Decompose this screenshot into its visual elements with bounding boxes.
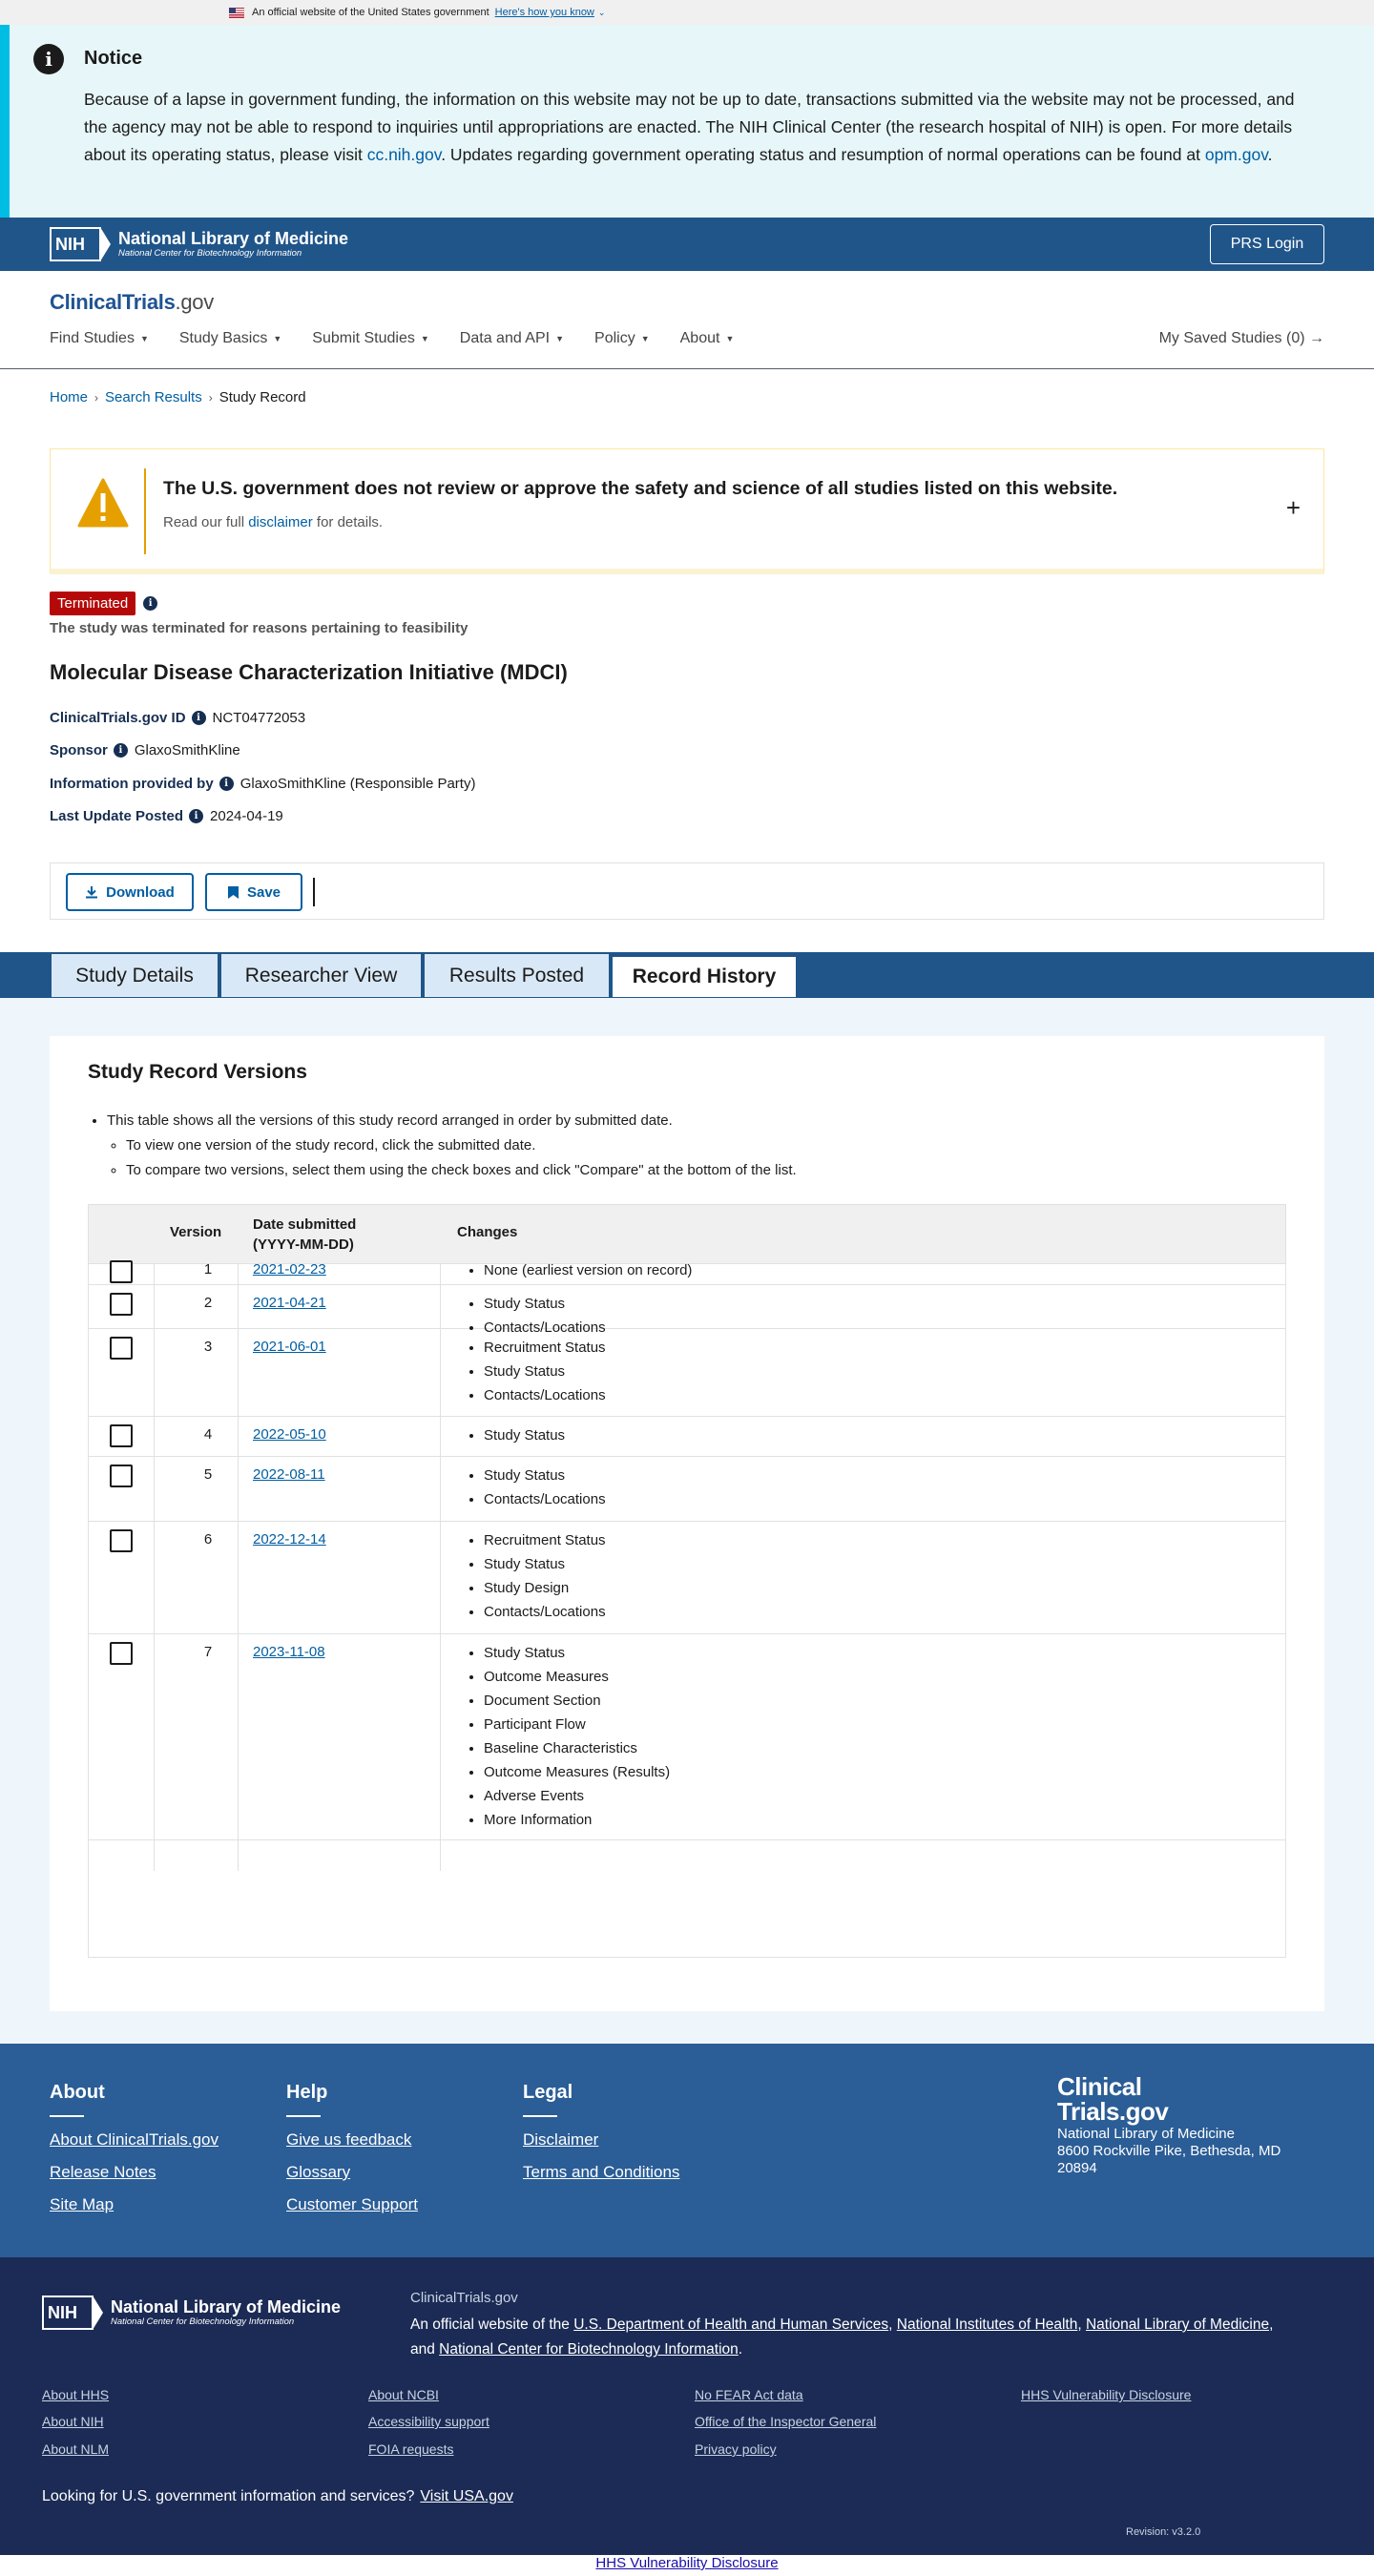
nlm-subtitle: National Center for Biotechnology Information <box>118 248 302 260</box>
version-number: 2 <box>203 1295 213 1311</box>
version-number: 7 <box>203 1644 213 1660</box>
breadcrumb-search-results[interactable]: Search Results <box>105 389 202 405</box>
usa-gov-line: Looking for U.S. government information and services? Visit USA.gov <box>42 2488 513 2504</box>
breadcrumb-current: Study Record <box>219 389 306 405</box>
footer-link[interactable]: About NCBI <box>368 2387 439 2402</box>
col-changes: Changes <box>457 1224 518 1240</box>
footer-link[interactable]: Office of the Inspector General <box>695 2414 877 2429</box>
change-item: • Contacts/Locations <box>484 1316 606 1340</box>
footer-about-col <box>50 2082 219 2228</box>
change-item: • Baseline Characteristics <box>484 1736 670 1760</box>
chevron-down-icon: ▼ <box>725 334 735 343</box>
footer-link[interactable]: About HHS <box>42 2387 110 2402</box>
chevron-down-icon: ▼ <box>139 334 149 343</box>
info-icon[interactable]: i <box>189 809 203 823</box>
prs-login-button[interactable]: PRS Login <box>1210 224 1324 264</box>
footer-nlm-logo[interactable] <box>42 2296 341 2330</box>
footer-rule <box>286 2115 321 2117</box>
meta-sponsor-value: GlaxoSmithKline <box>134 742 240 758</box>
study-title: Molecular Disease Characterization Initiative (MDCI) <box>50 660 568 684</box>
table-header <box>89 1205 1285 1264</box>
changes-list <box>484 1464 606 1511</box>
versions-intro <box>107 1109 797 1183</box>
table-row <box>89 1522 1285 1634</box>
nav-data-and-api[interactable]: Data and API ▼ <box>459 330 565 346</box>
change-item: • Study Design <box>484 1576 606 1600</box>
disclaimer-divider <box>144 468 146 554</box>
footer-legal-col <box>523 2082 679 2195</box>
logo-main: ClinicalTrials <box>50 290 176 314</box>
footer-logo[interactable]: Clinical Trials.gov <box>1057 2072 1169 2126</box>
ncbi-link[interactable]: National Center for Biotechnology Information <box>439 2341 739 2358</box>
footer-link[interactable]: HHS Vulnerability Disclosure <box>1021 2387 1192 2402</box>
status-badge: Terminated <box>50 592 135 615</box>
footer-link[interactable]: About NIH <box>42 2414 104 2429</box>
footer-link[interactable]: Disclaimer <box>523 2130 599 2149</box>
change-item: • Study Status <box>484 1360 606 1383</box>
footer-description: An official website of the U.S. Department of Health and Human Services, National Institutes of Health, National Library of Medicine, and National Center for Biotechnology Information. <box>410 2316 1274 2358</box>
table-row <box>89 1285 1285 1336</box>
status-row <box>50 592 157 615</box>
footer-link[interactable]: About ClinicalTrials.gov <box>50 2130 219 2149</box>
chevron-down-icon: ▼ <box>640 334 650 343</box>
info-icon[interactable]: i <box>114 743 128 758</box>
meta-update-value: 2024-04-19 <box>210 808 283 824</box>
bookmark-icon <box>227 885 239 900</box>
change-item: • Recruitment Status <box>484 1336 606 1360</box>
footer-rule <box>523 2115 557 2117</box>
meta-id <box>50 710 305 726</box>
change-item: • Contacts/Locations <box>484 1487 606 1511</box>
intro-item: • This table shows all the versions of this study record arranged in order by submitted date. <box>107 1109 797 1133</box>
meta-info-label: Information provided by <box>50 776 214 792</box>
chevron-down-icon: ▼ <box>555 334 565 343</box>
footer-link[interactable]: Site Map <box>50 2195 114 2213</box>
warning-icon <box>77 478 129 528</box>
versions-title: Study Record Versions <box>88 1061 307 1083</box>
heres-how-you-know-link[interactable]: Here's how you know <box>494 7 594 18</box>
compare-checkbox[interactable] <box>110 1260 133 1283</box>
nih-logo-box: NIH <box>42 2296 94 2330</box>
change-item: • Adverse Events <box>484 1784 670 1808</box>
tab-researcher-view[interactable]: Researcher View <box>219 952 423 997</box>
cc-nih-link[interactable]: cc.nih.gov <box>366 145 442 164</box>
change-item: • Document Section <box>484 1689 670 1713</box>
version-date-link[interactable]: 2021-02-23 <box>253 1261 326 1278</box>
download-icon <box>85 885 98 899</box>
clinicaltrials-logo[interactable] <box>50 290 214 315</box>
opm-link[interactable]: opm.gov <box>1204 145 1268 164</box>
changes-list <box>484 1258 692 1282</box>
meta-sponsor-label: Sponsor <box>50 742 108 758</box>
change-item: • Participant Flow <box>484 1713 670 1736</box>
nlm-title: National Library of Medicine <box>111 2297 342 2317</box>
gov-banner-text: An official website of the United States government <box>252 7 489 18</box>
notice-text-1: Because of a lapse in government funding, the information on this website may not be up to date, transactions submitted via the website may not be processed, and the agency may not be able to respond to inquiries until appropriations are enacted. The NIH Clinical Center (the research hospital of NIH) is open. For more details about its operating status, please visit <box>84 90 1295 164</box>
footer-link[interactable]: No FEAR Act data <box>695 2387 803 2402</box>
table-row <box>89 1329 1285 1417</box>
footer <box>0 2044 1374 2257</box>
chevron-right-icon: › <box>94 390 99 405</box>
disclaimer-subtext: Read our full disclaimer for details. <box>163 514 384 530</box>
info-icon[interactable]: i <box>219 777 234 791</box>
change-item: • Recruitment Status <box>484 1528 606 1552</box>
visit-usa-gov-link[interactable]: Visit USA.gov <box>420 2488 513 2504</box>
nih-link[interactable]: National Institutes of Health <box>896 2316 1078 2333</box>
meta-id-label: ClinicalTrials.gov ID <box>50 710 186 726</box>
expand-plus-icon[interactable]: + <box>1285 493 1301 522</box>
meta-id-value: NCT04772053 <box>212 710 306 726</box>
version-number: 1 <box>203 1261 213 1278</box>
footer-link[interactable]: About NLM <box>42 2441 110 2457</box>
footer-help-title: Help <box>286 2082 328 2103</box>
hhs-link[interactable]: U.S. Department of Health and Human Services <box>573 2316 889 2333</box>
change-item: • None (earliest version on record) <box>484 1258 692 1282</box>
nav-study-basics[interactable]: Study Basics ▼ <box>178 330 282 346</box>
versions-table <box>88 1204 1286 1958</box>
revision-label: Revision: v3.2.0 <box>1126 2526 1201 2538</box>
tabs-bar <box>0 952 1374 998</box>
nlm-header-bar <box>0 218 1374 271</box>
version-date-link[interactable]: 2022-08-11 <box>253 1466 325 1483</box>
table-row <box>89 1260 1285 1285</box>
version-number: 5 <box>203 1466 213 1483</box>
meta-last-update <box>50 808 283 824</box>
change-item: • Outcome Measures (Results) <box>484 1760 670 1784</box>
meta-update-label: Last Update Posted <box>50 808 184 824</box>
tab-record-history[interactable]: Record History <box>611 955 798 997</box>
chevron-right-icon: › <box>208 390 213 405</box>
version-date-link[interactable]: 2021-06-01 <box>253 1339 326 1355</box>
nih-logo-box: NIH <box>50 227 101 261</box>
version-number: 4 <box>203 1426 213 1443</box>
footer-brand <box>1057 2074 1315 2177</box>
info-icon[interactable]: i <box>143 596 157 611</box>
notice-body <box>84 86 1315 169</box>
notice-alert <box>0 25 1374 218</box>
footer-link[interactable]: Release Notes <box>50 2163 156 2181</box>
nav-find-studies[interactable]: Find Studies ▼ <box>50 330 149 346</box>
info-icon[interactable]: i <box>192 711 206 725</box>
table-row <box>89 1457 1285 1522</box>
logo-suffix: .gov <box>175 290 214 314</box>
changes-list <box>484 1423 565 1447</box>
bottom-strip <box>0 2555 1374 2576</box>
disclaimer-box <box>50 448 1324 574</box>
footer-legal-title: Legal <box>523 2082 573 2103</box>
table-row <box>89 1634 1285 1840</box>
change-item: • Study Status <box>484 1423 565 1447</box>
notice-text-3: . <box>1267 145 1273 164</box>
hhs-vulnerability-link[interactable]: HHS Vulnerability Disclosure <box>595 2555 779 2571</box>
footer-link[interactable]: Glossary <box>286 2163 351 2181</box>
meta-info-value: GlaxoSmithKline (Responsible Party) <box>239 776 476 792</box>
version-number: 6 <box>203 1531 213 1548</box>
breadcrumb-home[interactable]: Home <box>50 389 89 405</box>
compare-checkbox[interactable] <box>110 1642 133 1665</box>
us-flag-icon <box>229 8 244 18</box>
nlm-title: National Library of Medicine <box>118 229 349 249</box>
disclaimer-title: The U.S. government does not review or approve the safety and science of all studies listed on this website. <box>163 478 1118 499</box>
gov-banner <box>0 0 1374 25</box>
version-number: 3 <box>203 1339 213 1355</box>
info-icon: i <box>33 44 64 74</box>
change-item: • Study Status <box>484 1552 606 1576</box>
my-saved-studies-link[interactable]: My Saved Studies (0) → <box>1158 330 1324 346</box>
download-button[interactable]: Download <box>66 873 194 911</box>
change-item: • Contacts/Locations <box>484 1383 606 1407</box>
change-item: • More Information <box>484 1808 670 1832</box>
tab-results-posted[interactable]: Results Posted <box>423 952 611 997</box>
nav-submit-studies[interactable]: Submit Studies ▼ <box>312 330 429 346</box>
change-item: • Study Status <box>484 1641 670 1665</box>
notice-title: Notice <box>84 48 143 69</box>
chevron-down-icon: ▼ <box>273 334 282 343</box>
col-date: Date submitted (YYYY-MM-DD) <box>253 1216 357 1253</box>
col-version: Version <box>170 1224 222 1240</box>
intro-subitem: ◦ To compare two versions, select them using the check boxes and click "Compare" at the bottom of the list. <box>126 1158 797 1183</box>
footer-site-name: ClinicalTrials.gov <box>410 2290 518 2306</box>
footer-bottom <box>0 2257 1374 2576</box>
footer-link[interactable]: FOIA requests <box>368 2441 454 2457</box>
disclaimer-link[interactable]: disclaimer <box>248 514 313 530</box>
changes-list <box>484 1336 606 1407</box>
footer-link[interactable]: Customer Support <box>286 2195 418 2213</box>
meta-info-provided <box>50 776 475 792</box>
save-button[interactable]: Save <box>205 873 302 911</box>
chevron-down-icon: ⌄ <box>597 7 606 17</box>
footer-link[interactable]: Accessibility support <box>368 2414 489 2429</box>
status-note: The study was terminated for reasons pertaining to feasibility <box>50 620 468 636</box>
change-item: • Contacts/Locations <box>484 1600 606 1624</box>
meta-sponsor <box>50 742 240 758</box>
footer-about-title: About <box>50 2082 105 2103</box>
notice-text-2: . Updates regarding government operating status and resumption of normal operations can be found at <box>441 145 1205 164</box>
footer-link[interactable]: Privacy policy <box>695 2441 777 2457</box>
chevron-down-icon: ▼ <box>420 334 429 343</box>
compare-checkbox[interactable] <box>110 1465 133 1487</box>
nav-policy[interactable]: Policy ▼ <box>594 330 650 346</box>
intro-subitem: ◦ To view one version of the study record, click the submitted date. <box>126 1133 797 1158</box>
footer-help-col <box>286 2082 418 2228</box>
footer-rule <box>50 2115 84 2117</box>
breadcrumb <box>50 389 306 405</box>
text-cursor <box>313 878 315 906</box>
nlm-logo[interactable] <box>50 227 348 261</box>
compare-checkbox[interactable] <box>110 1293 133 1316</box>
version-date-link[interactable]: 2022-05-10 <box>253 1426 326 1443</box>
compare-checkbox[interactable] <box>110 1529 133 1552</box>
footer-link[interactable]: Give us feedback <box>286 2130 412 2149</box>
version-date-link[interactable]: 2023-11-08 <box>253 1644 325 1660</box>
nlm-link[interactable]: National Library of Medicine <box>1085 2316 1270 2333</box>
changes-list <box>484 1641 670 1832</box>
version-date-link[interactable]: 2022-12-14 <box>253 1531 326 1548</box>
nlm-subtitle: National Center for Biotechnology Information <box>111 2316 295 2328</box>
compare-checkbox[interactable] <box>110 1424 133 1447</box>
main-nav <box>50 330 764 347</box>
site-header <box>0 271 1374 369</box>
table-row <box>89 1417 1285 1457</box>
version-date-link[interactable]: 2021-04-21 <box>253 1295 326 1311</box>
compare-checkbox[interactable] <box>110 1337 133 1360</box>
change-item: • Study Status <box>484 1292 606 1316</box>
nav-about[interactable]: About ▼ <box>679 330 735 346</box>
tab-study-details[interactable]: Study Details <box>50 952 219 997</box>
changes-list <box>484 1528 606 1624</box>
footer-address: National Library of Medicine 8600 Rockville Pike, Bethesda, MD 20894 <box>1057 2126 1281 2176</box>
action-bar <box>50 862 1324 920</box>
change-item: • Study Status <box>484 1464 606 1487</box>
change-item: • Outcome Measures <box>484 1665 670 1689</box>
arrow-right-icon: → <box>1309 330 1324 346</box>
footer-link[interactable]: Terms and Conditions <box>523 2163 680 2181</box>
